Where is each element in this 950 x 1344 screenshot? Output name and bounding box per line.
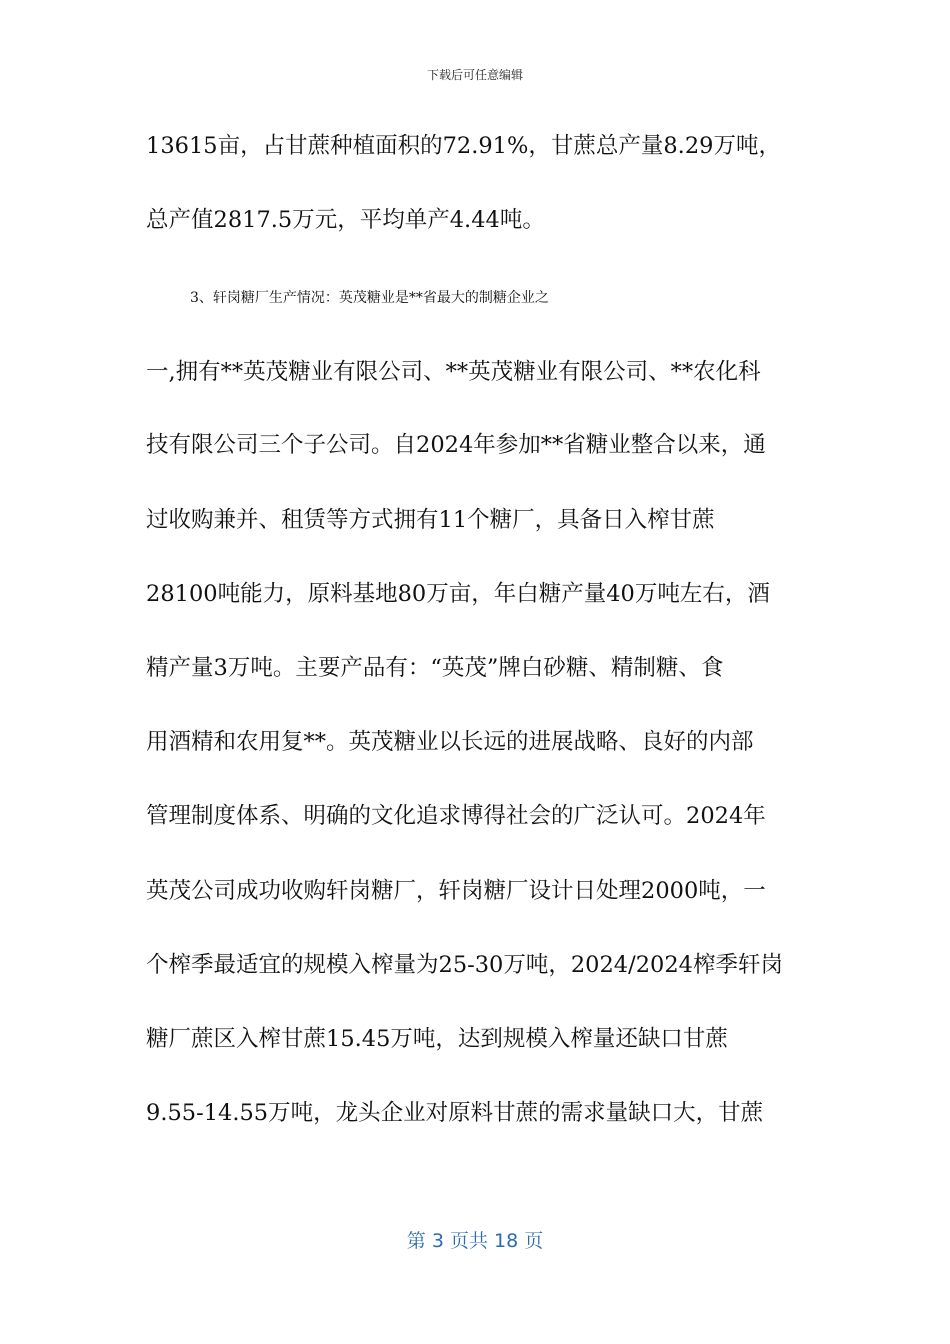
body-line: 管理制度体系、明确的文化追求博得社会的广泛认可。2024年	[146, 803, 766, 829]
body-line: 过收购兼并、租赁等方式拥有11个糖厂，具备日入榨甘蔗	[146, 507, 715, 533]
body-line: 糖厂蔗区入榨甘蔗15.45万吨，达到规模入榨量还缺口甘蔗	[146, 1026, 728, 1052]
body-line: 9.55-14.55万吨，龙头企业对原料甘蔗的需求量缺口大，甘蔗	[146, 1100, 764, 1126]
body-line: 3、轩岗糖厂生产情况：英茂糖业是**省最大的制糖企业之	[190, 290, 549, 306]
body-line: 一,拥有**英茂糖业有限公司、**英茂糖业有限公司、**农化科	[146, 359, 761, 385]
body-line: 精产量3万吨。主要产品有：“英茂”牌白砂糖、精制糖、食	[146, 655, 724, 681]
body-line: 英茂公司成功收购轩岗糖厂，轩岗糖厂设计日处理2000吨，一	[146, 878, 766, 904]
page-number-footer: 第 3 页共 18 页	[406, 1230, 544, 1252]
body-line: 28100吨能力，原料基地80万亩，年白糖产量40万吨左右，酒	[146, 581, 770, 607]
body-line: 总产值2817.5万元，平均单产4.44吨。	[146, 207, 545, 233]
body-line: 个榨季最适宜的规模入榨量为25-30万吨，2024/2024榨季轩岗	[146, 952, 783, 978]
body-line: 技有限公司三个子公司。自2024年参加**省糖业整合以来，通	[146, 432, 766, 458]
body-line: 13615亩，占甘蔗种植面积的72.91%，甘蔗总产量8.29万吨，	[146, 133, 781, 159]
page-header: 下载后可任意编辑	[426, 68, 523, 82]
body-line: 用酒精和农用复**。英茂糖业以长远的进展战略、良好的内部	[146, 729, 754, 755]
